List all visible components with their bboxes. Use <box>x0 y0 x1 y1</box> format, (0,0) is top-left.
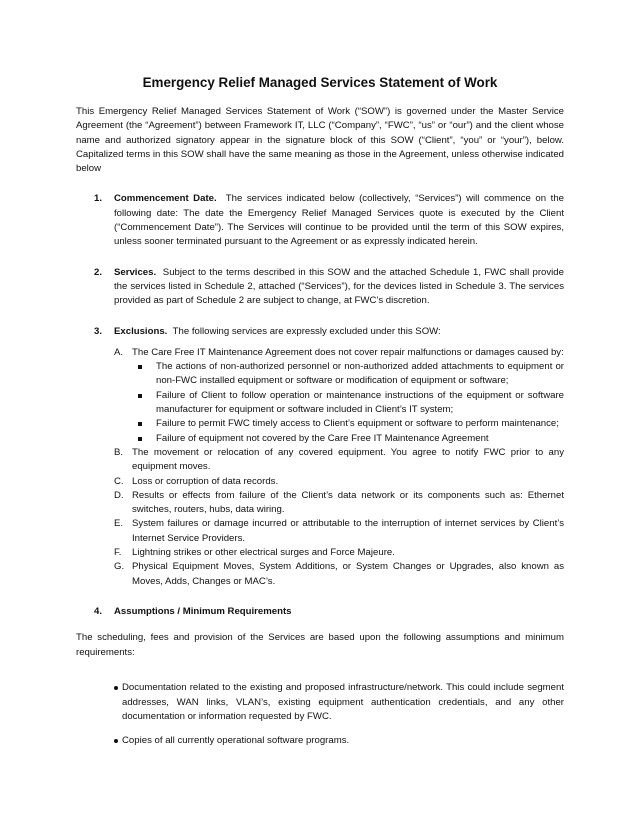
exclusion-text: Lightning strikes or other electrical surges and Force Majeure. <box>132 547 395 559</box>
section-heading: Commencement Date. <box>114 193 217 205</box>
exclusion-letter: E. <box>114 518 124 530</box>
square-bullet-icon <box>138 365 142 369</box>
exclusion-bullet: Failure of Client to follow operation or maintenance instructions of the equipment or software manufacturer for equipment or software included in Client’s IT system; <box>132 389 564 418</box>
square-bullet-icon <box>138 437 142 441</box>
exclusion-letter: D. <box>114 489 124 501</box>
square-bullet-icon <box>138 394 142 398</box>
exclusion-text: The movement or relocation of any covered equipment. You agree to notify FWC prior to any equipment moves. <box>132 446 564 473</box>
exclusion-bullet: The actions of non-authorized personnel or non-authorized added attachments to equipment or non-FWC installed equipment or software or modification of equipment or software; <box>132 360 564 389</box>
exclusion-text: The Care Free IT Maintenance Agreement does not cover repair malfunctions or damages caused by: <box>132 346 564 358</box>
square-bullet-icon <box>138 422 142 426</box>
assumption-item: Copies of all currently operational software programs. <box>114 734 564 748</box>
exclusion-item <box>114 346 564 446</box>
page-title: Emergency Relief Managed Services Statement of Work <box>142 75 498 90</box>
section-text: The services indicated below (collectively, “Services”) will commence on the following date: The date the Emergency Relief Managed Services quote is executed by the Client (“Commencement Date”). The Services will continue to be provided until the term of this SOW expires, unless sooner terminated pursuant to the Agreement or as expressly indicated herein. <box>114 193 564 248</box>
round-bullet-icon <box>114 686 118 690</box>
exclusion-text: Loss or corruption of data records. <box>132 475 279 487</box>
section-number: 3. <box>94 325 103 337</box>
exclusion-letter: A. <box>114 346 124 358</box>
exclusion-letter: B. <box>114 446 124 458</box>
exclusion-bullet: Failure to permit FWC timely access to Client’s equipment or software to perform maintenance; <box>132 417 564 431</box>
section-text: Subject to the terms described in this SOW and the attached Schedule 1, FWC shall provide the services listed in Schedule 2, attached (“Services”), for the devices listed in Schedule 3. The services provided as part of Schedule 2 are subject to change, at FWC’s discretion. <box>114 266 564 307</box>
assumptions-intro: The scheduling, fees and provision of the Services are based upon the following assumptions and minimum requirements: <box>76 632 564 658</box>
section-text: The following services are expressly excluded under this SOW: <box>172 325 441 337</box>
assumptions-list <box>76 681 564 748</box>
section-services <box>76 266 564 309</box>
section-number: 2. <box>94 266 103 278</box>
exclusion-item <box>114 489 564 518</box>
section-heading: Exclusions. <box>114 325 168 337</box>
intro-paragraph: This Emergency Relief Managed Services Statement of Work (“SOW”) is governed under the Master Service Agreement (the “Agreement”) between Framework IT, LLC (“Company”, “FWC”, “us” or “our”) and the client whose name and authorized signatory appear in the signature block of this SOW (“Client”, “you” or “your”), below. Capitalized terms in this SOW shall have the same meaning as those in the Agreement, unless otherwise indicated below <box>76 106 564 175</box>
exclusion-item <box>114 546 564 560</box>
exclusion-text: Physical Equipment Moves, System Additions, or System Changes or Upgrades, also known as Moves, Adds, Changes or MAC’s. <box>132 561 564 587</box>
exclusion-text: System failures or damage incurred or attributable to the interruption of internet services by Client’s Internet Service Providers. <box>132 518 564 544</box>
exclusion-letter: G. <box>114 561 125 573</box>
exclusion-item <box>114 560 564 589</box>
section-heading: Services. <box>114 266 157 278</box>
assumption-item: Documentation related to the existing and proposed infrastructure/network. This could include segment addresses, WAN links, VLAN’s, existing equipment authentication credentials, and any other documentation or information requested by FWC. <box>114 681 564 724</box>
section-number: 4. <box>94 605 103 617</box>
section-commencement <box>76 192 564 249</box>
exclusion-bullet: Failure of equipment not covered by the Care Free IT Maintenance Agreement <box>132 432 564 446</box>
document-page <box>76 75 564 758</box>
exclusion-item <box>114 446 564 475</box>
section-number: 1. <box>94 193 103 205</box>
section-assumptions <box>76 605 564 619</box>
exclusion-letter: F. <box>114 547 122 559</box>
exclusion-item <box>114 517 564 546</box>
exclusion-text: Results or effects from failure of the Client’s data network or its components such as: Ethernet switches, routers, hubs, data wiring. <box>132 489 564 516</box>
section-heading: Assumptions / Minimum Requirements <box>114 605 292 617</box>
section-exclusions <box>76 325 564 589</box>
exclusion-item <box>114 475 564 489</box>
exclusion-letter: C. <box>114 475 124 487</box>
round-bullet-icon <box>114 739 118 743</box>
